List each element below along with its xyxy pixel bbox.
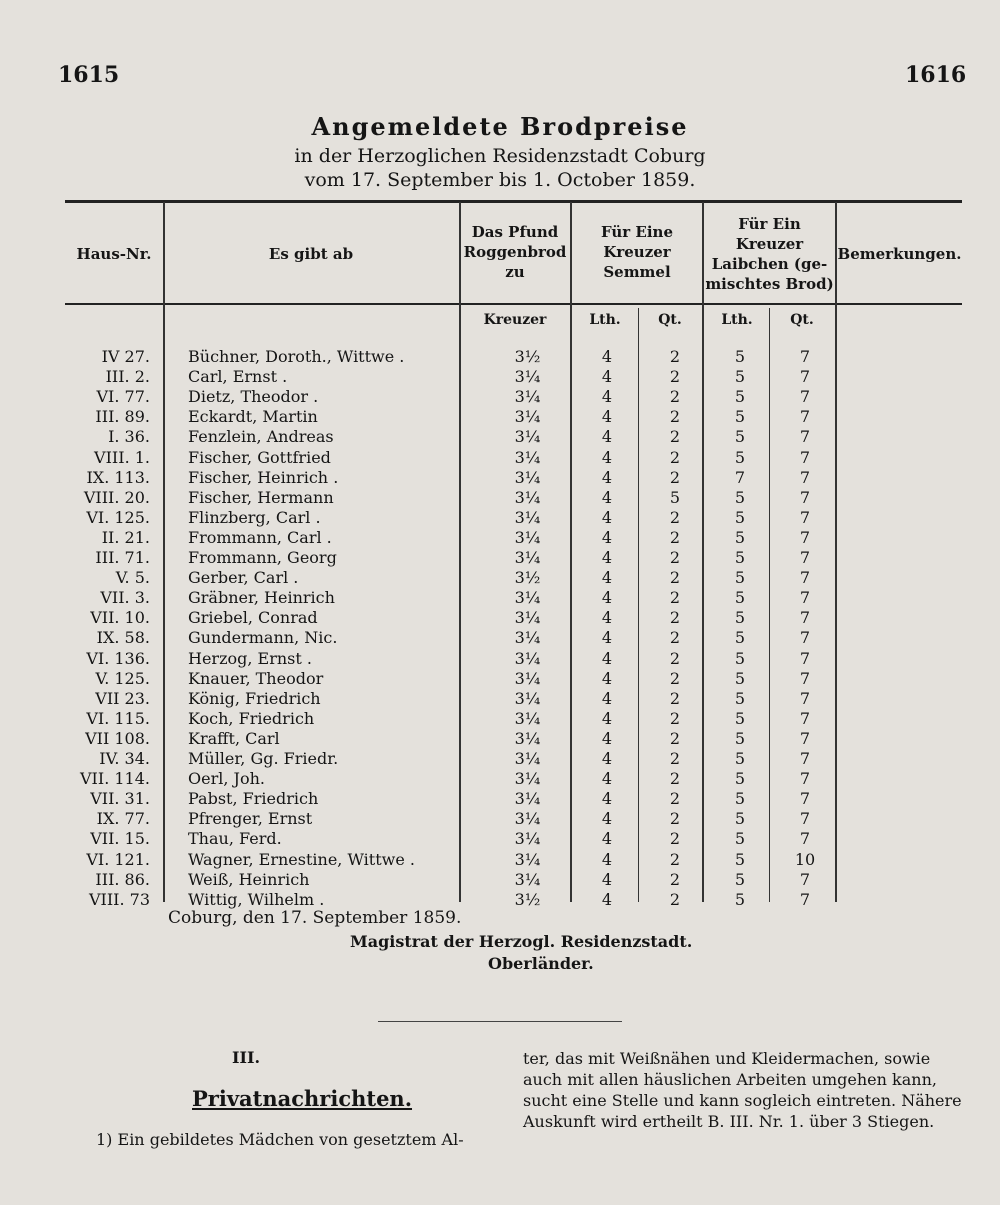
document-title: Angemeldete Brodpreise <box>311 112 689 141</box>
row-laib-qt: 7 <box>799 648 811 668</box>
table-header-rule <box>65 303 962 305</box>
row-semmel-qt: 2 <box>669 708 681 728</box>
row-laib-lth: 5 <box>734 688 746 708</box>
table-row <box>0 890 1000 910</box>
row-roggenbrod-price: 3¼ <box>514 407 541 427</box>
row-roggenbrod-price: 3¼ <box>514 789 541 809</box>
table-row <box>0 669 1000 689</box>
row-laib-lth: 5 <box>734 769 746 789</box>
row-semmel-qt: 2 <box>669 568 681 588</box>
row-semmel-lth: 4 <box>601 568 613 588</box>
row-haus-number: I. 36. <box>108 427 150 447</box>
row-roggenbrod-price: 3¼ <box>514 869 541 889</box>
row-haus-number: VII. 3. <box>100 588 150 608</box>
header-laibchen-line: Für Ein <box>738 215 801 233</box>
row-name: Weiß, Heinrich <box>188 869 310 889</box>
row-semmel-lth: 4 <box>601 889 613 909</box>
row-haus-number: VI. 125. <box>86 507 150 527</box>
table-row <box>0 588 1000 608</box>
page-number-left: 1615 <box>58 62 120 88</box>
row-laib-qt: 7 <box>799 548 811 567</box>
row-semmel-qt: 2 <box>669 548 681 567</box>
row-roggenbrod-price: 3¼ <box>514 487 541 507</box>
row-laib-lth: 5 <box>734 668 746 688</box>
row-haus-number: VIII. 20. <box>83 487 150 507</box>
header-laibchen-line: Laibchen (ge- <box>711 255 828 273</box>
row-laib-lth: 5 <box>734 407 746 427</box>
row-laib-lth: 5 <box>734 387 746 407</box>
row-haus-number: VII. 10. <box>90 608 150 628</box>
table-row <box>0 427 1000 447</box>
document-subtitle: in der Herzoglichen Residenzstadt Coburg <box>294 145 706 167</box>
row-haus-number: VIII. 73 <box>88 889 150 909</box>
document-period: vom 17. September bis 1. October 1859. <box>304 169 696 191</box>
table-row <box>0 448 1000 468</box>
row-laib-lth: 7 <box>734 467 746 487</box>
section-title: Privatnachrichten. <box>192 1086 413 1111</box>
row-name: Gerber, Carl . <box>188 568 299 588</box>
row-laib-qt: 7 <box>799 769 811 789</box>
row-semmel-qt: 5 <box>669 487 681 507</box>
row-haus-number: IX. 113. <box>86 467 150 487</box>
row-laib-qt: 7 <box>799 608 811 628</box>
row-laib-qt: 7 <box>799 628 811 648</box>
row-laib-qt: 7 <box>799 728 811 748</box>
table-row <box>0 347 1000 367</box>
row-name: Wagner, Ernestine, Wittwe . <box>188 849 415 869</box>
row-laib-qt: 7 <box>799 367 811 387</box>
row-name: Pabst, Friedrich <box>188 789 319 809</box>
table-row <box>0 568 1000 588</box>
section-divider <box>378 1021 622 1022</box>
row-name: Krafft, Carl <box>188 728 280 748</box>
table-row <box>0 608 1000 628</box>
row-semmel-lth: 4 <box>601 548 613 567</box>
row-semmel-qt: 2 <box>669 447 681 467</box>
ad-start: 1) Ein gebildetes Mädchen von gesetztem Al- <box>96 1130 464 1149</box>
row-semmel-lth: 4 <box>601 427 613 447</box>
row-semmel-qt: 2 <box>669 507 681 527</box>
row-laib-lth: 5 <box>734 527 746 547</box>
row-name: Flinzberg, Carl . <box>188 507 321 527</box>
row-haus-number: V. 125. <box>95 668 150 688</box>
row-laib-qt: 10 <box>794 849 816 869</box>
row-roggenbrod-price: 3¼ <box>514 588 541 608</box>
header-semmel-line: Kreuzer <box>603 243 671 261</box>
row-semmel-lth: 4 <box>601 708 613 728</box>
row-haus-number: VII 108. <box>85 728 150 748</box>
row-name: Koch, Friedrich <box>188 708 315 728</box>
header-pfund-line: zu <box>505 263 525 281</box>
ad-continuation: ter, das mit Weißnähen und Kleidermachen, sowie auch mit allen häuslichen Arbeiten umgehen kann, sucht eine Stelle und kann sogleich eintreten. Nähere Auskunft wird ertheilt B. III. Nr. 1. über 3 Stiegen. <box>523 1049 962 1131</box>
header-semmel-line: Semmel <box>603 263 671 281</box>
row-laib-qt: 7 <box>799 447 811 467</box>
unit-kreuzer: Kreuzer <box>483 312 547 328</box>
row-haus-number: IV. 34. <box>99 749 150 768</box>
row-laib-qt: 7 <box>799 869 811 889</box>
row-name: Wittig, Wilhelm . <box>188 889 325 909</box>
row-name: König, Friedrich <box>188 688 321 708</box>
row-semmel-qt: 2 <box>669 608 681 628</box>
row-name: Knauer, Theodor <box>188 668 324 688</box>
table-row <box>0 749 1000 769</box>
row-laib-qt: 7 <box>799 588 811 608</box>
row-name: Büchner, Doroth., Wittwe . <box>188 347 405 366</box>
header-semmel <box>572 222 702 282</box>
row-haus-number: IV 27. <box>101 347 150 366</box>
row-roggenbrod-price: 3¼ <box>514 648 541 668</box>
row-semmel-qt: 2 <box>669 749 681 768</box>
table-top-rule <box>65 200 962 203</box>
table-row <box>0 488 1000 508</box>
row-haus-number: VII. 114. <box>80 769 150 789</box>
row-laib-lth: 5 <box>734 708 746 728</box>
table-row <box>0 367 1000 387</box>
row-roggenbrod-price: 3¼ <box>514 628 541 648</box>
table-row <box>0 649 1000 669</box>
row-laib-qt: 7 <box>799 749 811 768</box>
footer-signature: Magistrat der Herzogl. Residenzstadt. <box>350 932 693 951</box>
row-semmel-qt: 2 <box>669 668 681 688</box>
header-haus: Haus-Nr. <box>76 245 152 263</box>
row-laib-qt: 7 <box>799 568 811 588</box>
row-semmel-lth: 4 <box>601 809 613 829</box>
row-name: Fenzlein, Andreas <box>188 427 334 447</box>
row-roggenbrod-price: 3¼ <box>514 548 541 567</box>
row-semmel-qt: 2 <box>669 688 681 708</box>
row-semmel-qt: 2 <box>669 829 681 849</box>
header-pfund <box>461 222 569 282</box>
row-laib-lth: 5 <box>734 829 746 849</box>
row-semmel-qt: 2 <box>669 407 681 427</box>
row-roggenbrod-price: 3¼ <box>514 849 541 869</box>
row-semmel-qt: 2 <box>669 467 681 487</box>
row-haus-number: III. 2. <box>105 367 150 387</box>
row-name: Carl, Ernst . <box>188 367 288 387</box>
row-laib-lth: 5 <box>734 487 746 507</box>
row-semmel-lth: 4 <box>601 507 613 527</box>
unit-semmel-lth: Lth. <box>589 312 621 328</box>
row-semmel-lth: 4 <box>601 467 613 487</box>
row-semmel-lth: 4 <box>601 487 613 507</box>
row-name: Fischer, Hermann <box>188 487 334 507</box>
row-laib-qt: 7 <box>799 829 811 849</box>
row-laib-qt: 7 <box>799 688 811 708</box>
row-laib-lth: 5 <box>734 728 746 748</box>
row-name: Oerl, Joh. <box>188 769 265 789</box>
row-roggenbrod-price: 3¼ <box>514 427 541 447</box>
row-name: Frommann, Georg <box>188 548 337 567</box>
row-semmel-qt: 2 <box>669 367 681 387</box>
table-row <box>0 870 1000 890</box>
row-semmel-lth: 4 <box>601 407 613 427</box>
row-haus-number: VII. 31. <box>90 789 150 809</box>
table-row <box>0 548 1000 568</box>
row-semmel-qt: 2 <box>669 769 681 789</box>
header-es-gibt-ab: Es gibt ab <box>268 245 354 263</box>
row-roggenbrod-price: 3¼ <box>514 769 541 789</box>
row-laib-lth: 5 <box>734 347 746 366</box>
table-row <box>0 769 1000 789</box>
table-row <box>0 628 1000 648</box>
row-semmel-qt: 2 <box>669 628 681 648</box>
row-haus-number: VII 23. <box>95 688 150 708</box>
row-haus-number: VI. 121. <box>86 849 150 869</box>
row-laib-lth: 5 <box>734 447 746 467</box>
row-laib-lth: 5 <box>734 749 746 768</box>
row-laib-qt: 7 <box>799 708 811 728</box>
row-haus-number: V. 5. <box>115 568 150 588</box>
row-name: Fischer, Heinrich . <box>188 467 339 487</box>
row-name: Herzog, Ernst . <box>188 648 312 668</box>
row-haus-number: IX. 77. <box>96 809 150 829</box>
row-semmel-qt: 2 <box>669 809 681 829</box>
row-semmel-qt: 2 <box>669 869 681 889</box>
row-laib-lth: 5 <box>734 507 746 527</box>
row-name: Müller, Gg. Friedr. <box>188 749 339 768</box>
table-row <box>0 850 1000 870</box>
row-semmel-lth: 4 <box>601 387 613 407</box>
table-row <box>0 809 1000 829</box>
row-haus-number: IX. 58. <box>96 628 150 648</box>
row-semmel-lth: 4 <box>601 849 613 869</box>
row-roggenbrod-price: 3¼ <box>514 708 541 728</box>
row-laib-lth: 5 <box>734 809 746 829</box>
row-haus-number: II. 21. <box>101 527 150 547</box>
row-haus-number: VI. 77. <box>96 387 150 407</box>
row-roggenbrod-price: 3¼ <box>514 668 541 688</box>
row-semmel-lth: 4 <box>601 588 613 608</box>
row-semmel-qt: 2 <box>669 588 681 608</box>
row-roggenbrod-price: 3¼ <box>514 829 541 849</box>
row-semmel-qt: 2 <box>669 849 681 869</box>
row-semmel-qt: 2 <box>669 789 681 809</box>
row-roggenbrod-price: 3¼ <box>514 367 541 387</box>
row-roggenbrod-price: 3¼ <box>514 608 541 628</box>
header-bemerkungen: Bemerkungen. <box>837 245 962 263</box>
row-semmel-qt: 2 <box>669 387 681 407</box>
row-name: Griebel, Conrad <box>188 608 318 628</box>
header-pfund-line: Das Pfund <box>471 223 559 241</box>
row-haus-number: III. 89. <box>95 407 150 427</box>
table-row <box>0 528 1000 548</box>
row-laib-lth: 5 <box>734 648 746 668</box>
row-semmel-qt: 2 <box>669 347 681 366</box>
row-haus-number: VIII. 1. <box>94 447 150 467</box>
row-semmel-lth: 4 <box>601 769 613 789</box>
row-haus-number: III. 86. <box>95 869 150 889</box>
row-haus-number: III. 71. <box>95 548 150 567</box>
row-semmel-lth: 4 <box>601 347 613 366</box>
row-semmel-lth: 4 <box>601 829 613 849</box>
row-roggenbrod-price: 3¼ <box>514 447 541 467</box>
row-semmel-lth: 4 <box>601 447 613 467</box>
table-row <box>0 829 1000 849</box>
row-roggenbrod-price: 3¼ <box>514 809 541 829</box>
header-laibchen <box>704 214 835 294</box>
table-row <box>0 789 1000 809</box>
row-semmel-lth: 4 <box>601 668 613 688</box>
row-semmel-qt: 2 <box>669 648 681 668</box>
row-semmel-lth: 4 <box>601 608 613 628</box>
row-laib-qt: 7 <box>799 809 811 829</box>
row-laib-lth: 5 <box>734 889 746 909</box>
table-row <box>0 729 1000 749</box>
row-roggenbrod-price: 3¼ <box>514 749 541 768</box>
row-name: Dietz, Theodor . <box>188 387 319 407</box>
row-laib-qt: 7 <box>799 487 811 507</box>
row-laib-qt: 7 <box>799 467 811 487</box>
row-laib-qt: 7 <box>799 427 811 447</box>
row-semmel-lth: 4 <box>601 367 613 387</box>
row-semmel-lth: 4 <box>601 648 613 668</box>
row-name: Gundermann, Nic. <box>188 628 338 648</box>
row-roggenbrod-price: 3½ <box>514 889 541 909</box>
header-semmel-line: Für Eine <box>601 223 673 241</box>
row-laib-lth: 5 <box>734 568 746 588</box>
footer-date: Coburg, den 17. September 1859. <box>168 908 462 928</box>
row-roggenbrod-price: 3½ <box>514 347 541 366</box>
table-row <box>0 387 1000 407</box>
page-number-right: 1616 <box>905 62 967 88</box>
row-laib-qt: 7 <box>799 387 811 407</box>
row-laib-qt: 7 <box>799 789 811 809</box>
row-laib-lth: 5 <box>734 869 746 889</box>
row-haus-number: VI. 115. <box>86 708 150 728</box>
section-number: III. <box>232 1048 261 1067</box>
row-name: Pfrenger, Ernst <box>188 809 313 829</box>
row-semmel-lth: 4 <box>601 527 613 547</box>
row-name: Fischer, Gottfried <box>188 447 331 467</box>
row-roggenbrod-price: 3¼ <box>514 467 541 487</box>
row-semmel-qt: 2 <box>669 427 681 447</box>
row-roggenbrod-price: 3¼ <box>514 507 541 527</box>
row-name: Gräbner, Heinrich <box>188 588 335 608</box>
row-laib-qt: 7 <box>799 527 811 547</box>
row-semmel-lth: 4 <box>601 789 613 809</box>
row-laib-qt: 7 <box>799 407 811 427</box>
row-semmel-qt: 2 <box>669 728 681 748</box>
header-pfund-line: Roggenbrod <box>463 243 567 261</box>
row-laib-lth: 5 <box>734 628 746 648</box>
row-semmel-lth: 4 <box>601 628 613 648</box>
row-semmel-lth: 4 <box>601 749 613 768</box>
row-laib-lth: 5 <box>734 427 746 447</box>
unit-laib-qt: Qt. <box>790 312 814 328</box>
row-laib-lth: 5 <box>734 789 746 809</box>
row-laib-lth: 5 <box>734 367 746 387</box>
row-name: Thau, Ferd. <box>188 829 282 849</box>
row-name: Frommann, Carl . <box>188 527 332 547</box>
row-roggenbrod-price: 3¼ <box>514 728 541 748</box>
row-roggenbrod-price: 3¼ <box>514 527 541 547</box>
row-laib-qt: 7 <box>799 347 811 366</box>
header-laibchen-line: mischtes Brod) <box>705 275 834 293</box>
unit-semmel-qt: Qt. <box>658 312 682 328</box>
row-haus-number: VI. 136. <box>86 648 150 668</box>
table-row <box>0 709 1000 729</box>
row-haus-number: VII. 15. <box>90 829 150 849</box>
row-laib-lth: 5 <box>734 548 746 567</box>
row-laib-lth: 5 <box>734 608 746 628</box>
row-name: Eckardt, Martin <box>188 407 318 427</box>
row-roggenbrod-price: 3¼ <box>514 688 541 708</box>
footer-name: Oberländer. <box>488 954 594 973</box>
table-row <box>0 689 1000 709</box>
row-semmel-lth: 4 <box>601 869 613 889</box>
header-laibchen-line: Kreuzer <box>735 235 804 253</box>
table-row <box>0 468 1000 488</box>
row-laib-qt: 7 <box>799 668 811 688</box>
row-semmel-lth: 4 <box>601 688 613 708</box>
title-block <box>0 112 1000 191</box>
unit-laib-lth: Lth. <box>721 312 753 328</box>
row-laib-qt: 7 <box>799 889 811 909</box>
row-roggenbrod-price: 3½ <box>514 568 541 588</box>
row-semmel-lth: 4 <box>601 728 613 748</box>
table-row <box>0 407 1000 427</box>
table-row <box>0 508 1000 528</box>
row-laib-lth: 5 <box>734 849 746 869</box>
row-semmel-qt: 2 <box>669 527 681 547</box>
row-laib-qt: 7 <box>799 507 811 527</box>
row-laib-lth: 5 <box>734 588 746 608</box>
row-roggenbrod-price: 3¼ <box>514 387 541 407</box>
row-semmel-qt: 2 <box>669 889 681 909</box>
